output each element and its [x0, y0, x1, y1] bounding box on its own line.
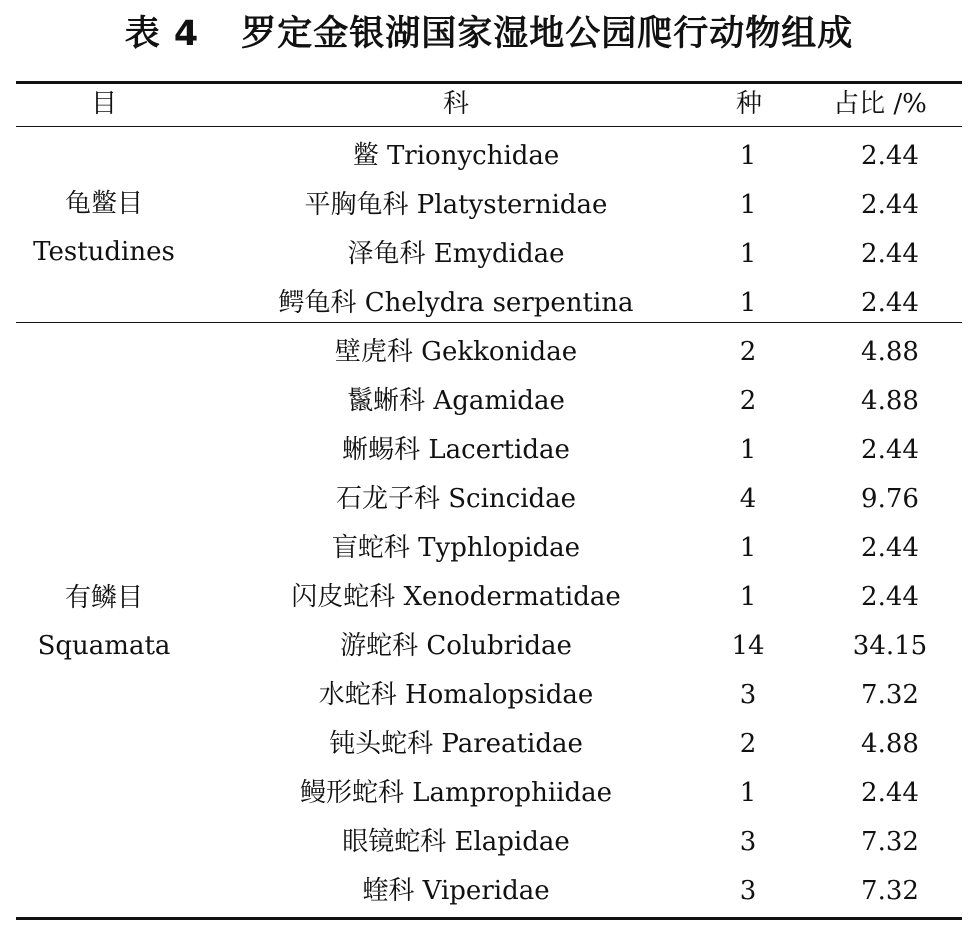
table-row-percent: 7.32 [861, 876, 919, 906]
table-row-percent: 7.32 [861, 827, 919, 857]
table-row-family: 鳄龟科 Chelydra serpentina [278, 288, 634, 318]
table-row-family: 平胸龟科 Platysternidae [304, 190, 608, 220]
table-row-percent: 4.88 [861, 337, 919, 367]
table-row-percent: 9.76 [861, 484, 919, 514]
table-number: 表 4 [124, 14, 200, 54]
table-row-percent: 2.44 [861, 288, 919, 318]
table-row-percent: 4.88 [861, 386, 919, 416]
table-row-percent: 2.44 [861, 435, 919, 465]
table-row-family: 钝头蛇科 Pareatidae [329, 729, 583, 759]
table-row-species: 1 [739, 582, 757, 612]
table-row-percent: 7.32 [861, 680, 919, 710]
table-row-species: 14 [731, 631, 765, 661]
table-row-species: 1 [739, 778, 757, 808]
table-row-percent: 2.44 [861, 778, 919, 808]
table-row-species: 1 [739, 435, 757, 465]
table-caption: 罗定金银湖国家湿地公园爬行动物组成 [241, 14, 854, 54]
table-row-species: 1 [739, 239, 757, 269]
table-row-family: 泽龟科 Emydidae [347, 239, 565, 269]
header-rule [16, 126, 962, 127]
table-row-family: 游蛇科 Colubridae [340, 631, 572, 661]
table-row-species: 1 [739, 288, 757, 318]
table-row-species: 2 [739, 729, 757, 759]
table-row-species: 1 [739, 190, 757, 220]
table-row-species: 3 [739, 827, 757, 857]
table-row-species: 4 [739, 484, 757, 514]
table-row-percent: 2.44 [861, 190, 919, 220]
table-row-species: 3 [739, 680, 757, 710]
order-name-zh: 龟鳖目 [64, 189, 143, 219]
table-row-percent: 34.15 [852, 631, 928, 661]
table-row-family: 鬣蜥科 Agamidae [347, 386, 565, 416]
table-row-family: 鳗形蛇科 Lamprophiidae [300, 778, 612, 808]
order-name-latin: Testudines [33, 237, 175, 267]
bottom-rule [16, 917, 962, 920]
order-squamata [16, 574, 192, 670]
table-row-species: 2 [739, 386, 757, 416]
table-row-family: 鳖 Trionychidae [352, 141, 560, 171]
table-row-family: 壁虎科 Gekkonidae [334, 337, 578, 367]
table-row-family: 盲蛇科 Typhlopidae [331, 533, 581, 563]
table-row-percent: 2.44 [861, 533, 919, 563]
table-row-species: 3 [739, 876, 757, 906]
table-row-percent: 2.44 [861, 141, 919, 171]
order-testudines [16, 180, 192, 276]
table-row-family: 蝰科 Viperidae [362, 876, 550, 906]
header-species: 种 [735, 89, 762, 119]
table-title [0, 10, 978, 58]
header-family: 科 [442, 89, 469, 119]
group-divider-rule [16, 322, 962, 323]
header-percent: 占比 /% [833, 89, 927, 119]
table-row-species: 2 [739, 337, 757, 367]
table-row-species: 1 [739, 533, 757, 563]
table-row-percent: 2.44 [861, 582, 919, 612]
table-row-family: 闪皮蛇科 Xenodermatidae [291, 582, 621, 612]
table-row-family: 眼镜蛇科 Elapidae [342, 827, 570, 857]
table-row-percent: 2.44 [861, 239, 919, 269]
table-row-percent: 4.88 [861, 729, 919, 759]
order-name-zh: 有鳞目 [64, 583, 143, 613]
table-row-family: 水蛇科 Homalopsidae [318, 680, 594, 710]
order-name-latin: Squamata [37, 631, 171, 661]
table-row-species: 1 [739, 141, 757, 171]
top-rule [16, 81, 962, 84]
table-row-family: 石龙子科 Scincidae [335, 484, 577, 514]
header-order: 目 [90, 89, 117, 119]
table-row-family: 蜥蜴科 Lacertidae [342, 435, 570, 465]
